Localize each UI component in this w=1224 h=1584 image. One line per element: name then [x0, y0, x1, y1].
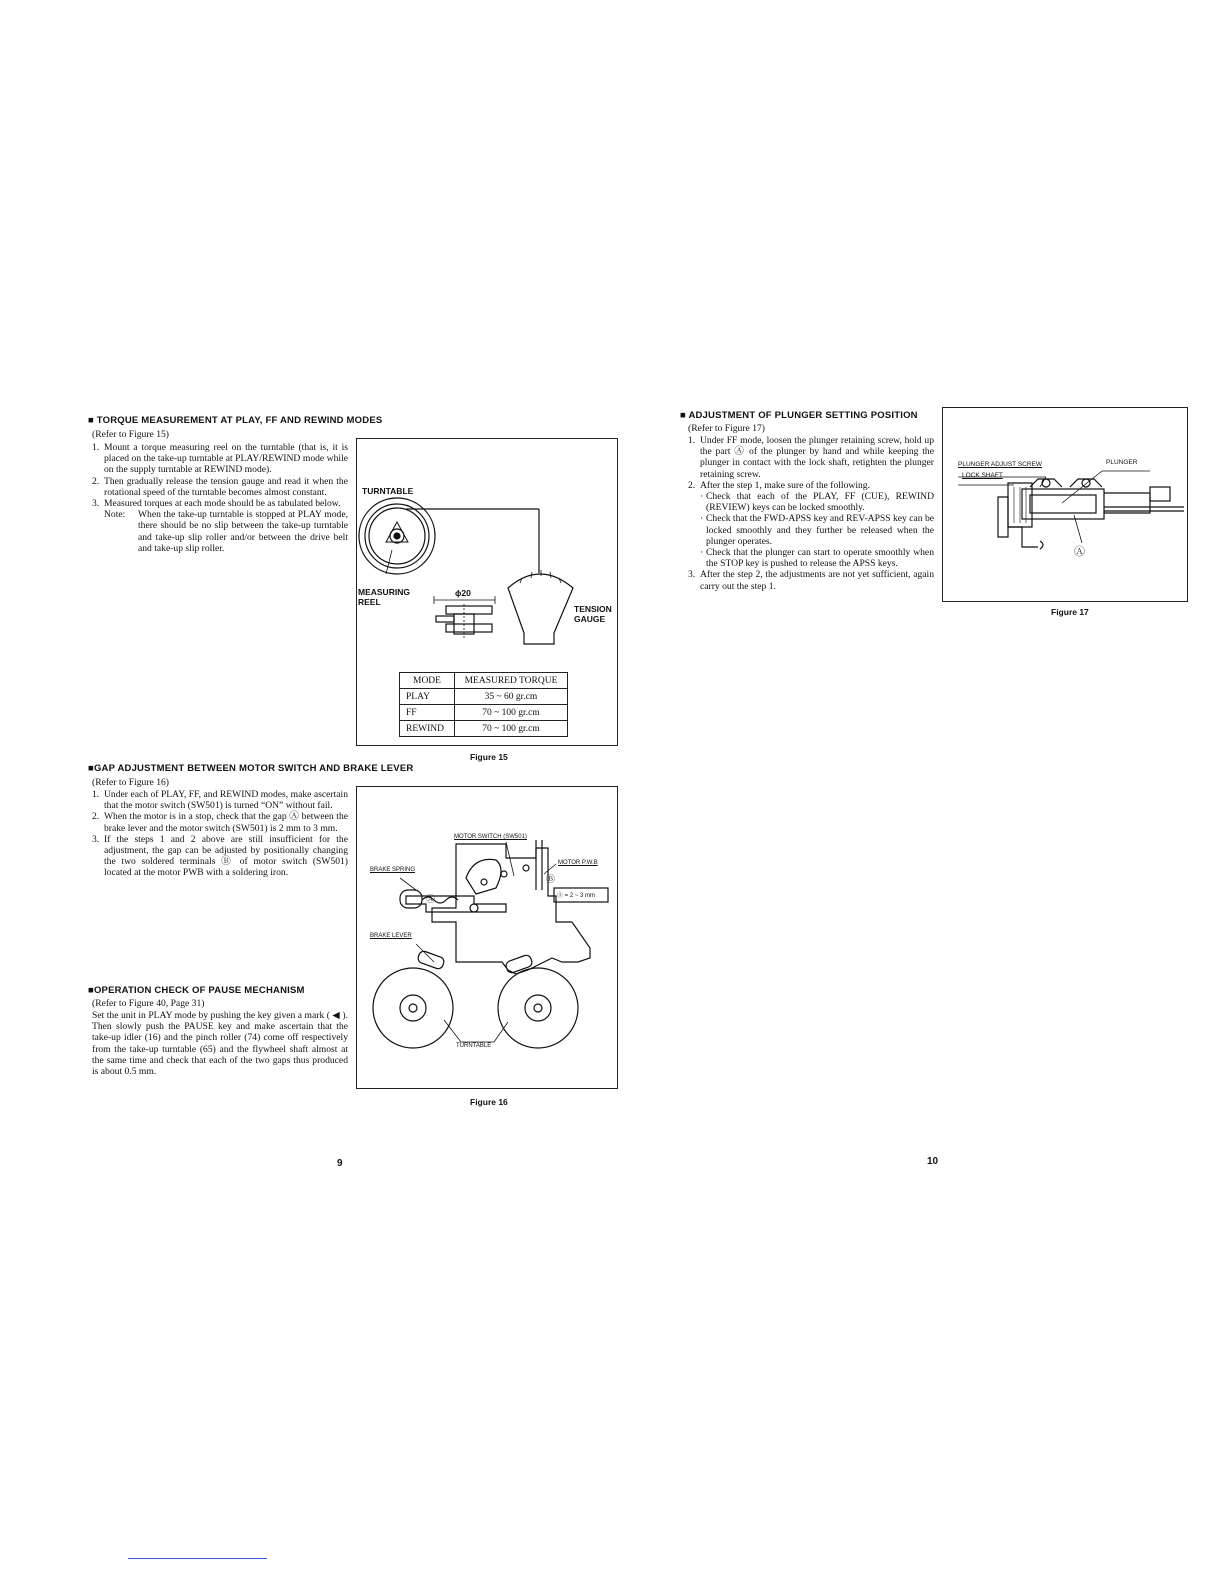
fig16-label-motor-pwb: MOTOR P.W.B	[558, 860, 598, 866]
torque-heading: ■ TORQUE MEASUREMENT AT PLAY, FF AND REWIND MODES	[88, 415, 383, 426]
fig16-label-brake-spring: BRAKE SPRING	[370, 867, 416, 873]
plunger-check-item: · Check that the plunger can start to operate smoothly when the STOP key is pushed to release the APSS keys.	[700, 547, 934, 570]
fig17-label-lock-shaft: LOCK SHAFT	[962, 472, 1003, 479]
pause-ref: (Refer to Figure 40, Page 31)	[92, 998, 205, 1009]
torque-steps	[92, 442, 348, 554]
fig17-label-plunger: PLUNGER	[1106, 459, 1138, 466]
plunger-ref: (Refer to Figure 17)	[688, 423, 765, 434]
torque-step: 2. Then gradually release the tension gauge and read it when the rotational speed of the turntable becomes almost constant.	[92, 475, 348, 498]
fig17-label-plunger-adjust-screw: PLUNGER ADJUST SCREW	[958, 461, 1043, 468]
torque-note: Note: When the take-up turntable is stopped at PLAY mode, there should be no slip between the take-up turntable and take-up slip roller and/or between the drive belt and take-up slip roller.	[104, 509, 348, 554]
fig15-label-measuring: MEASURING	[358, 587, 410, 597]
page-number-left: 9	[337, 1158, 343, 1169]
fig16-label-brake-lever: BRAKE LEVER	[370, 933, 412, 939]
gap-ref: (Refer to Figure 16)	[92, 777, 169, 788]
figure-16-caption: Figure 16	[470, 1097, 508, 1107]
table-cell: 70 ~ 100 gr.cm	[455, 705, 568, 721]
gap-step: 3. If the steps 1 and 2 above are still insufficient for the adjustment, the gap can be adjusted by positionally changing the two soldered terminals Ⓑ of motor switch (SW501) located at the motor PWB with a soldering iron.	[92, 833, 348, 879]
table-cell: FF	[400, 705, 455, 721]
figure-15-caption: Figure 15	[470, 752, 508, 762]
torque-step: 3. Measured torques at each mode should be as tabulated below.	[92, 498, 341, 510]
page-number-right: 10	[927, 1156, 939, 1167]
footnote-rule	[128, 1558, 267, 1559]
table-cell: 35 ~ 60 gr.cm	[455, 689, 568, 705]
pause-text: Set the unit in PLAY mode by pushing the key given a mark ( ◀ ). Then slowly push the PAUSE key and make ascertain that the take-up idler (16) and the pinch roller (74) come off respectively from the take-up turntable (65) and the flywheel shaft almost at the same time and check that each of the two gaps thus produced is about 0.5 mm.	[92, 1010, 348, 1078]
fig15-label-diameter: ϕ20	[455, 588, 471, 598]
square-bullet-icon: ■	[680, 410, 689, 421]
torque-step: 1. Mount a torque measuring reel on the turntable (that is, it is placed on the take-up turntable at PLAY/REWIND mode while on the supply turntable at REWIND mode).	[92, 442, 348, 476]
table-header: MODE	[400, 673, 455, 689]
plunger-heading: ■ ADJUSTMENT OF PLUNGER SETTING POSITION	[680, 410, 918, 421]
figure-17-caption: Figure 17	[1051, 607, 1089, 617]
fig15-label-gauge: GAUGE	[574, 614, 606, 624]
square-bullet-icon: ■	[88, 415, 97, 426]
table-row	[400, 689, 568, 705]
fig17-mark-a: Ⓐ	[1074, 546, 1085, 558]
gap-heading: ■GAP ADJUSTMENT BETWEEN MOTOR SWITCH AND BRAKE LEVER	[88, 763, 414, 774]
table-row	[400, 705, 568, 721]
fig15-label-turntable: TURNTABLE	[362, 486, 414, 496]
plunger-step: 1. Under FF mode, loosen the plunger retaining screw, hold up the part Ⓐ of the plunger by hand and while keeping the plunger in contact with the lock shaft, retighten the plunger retaining screw.	[688, 435, 934, 480]
fig15-label-reel: REEL	[358, 597, 381, 607]
table-row	[400, 721, 568, 737]
table-cell: REWIND	[400, 721, 455, 737]
fig16-mark-b: Ⓑ	[546, 874, 556, 884]
plunger-check-item: · Check that the FWD-APSS key and REV-APSS key can be locked smoothly and they further be released when the plunger operates.	[700, 513, 935, 547]
torque-table	[399, 672, 568, 737]
square-bullet-icon: ■	[88, 985, 94, 996]
table-header: MEASURED TORQUE	[455, 673, 568, 689]
fig16-label-gap-spec: Ⓐ = 2 ~ 3 mm	[557, 893, 596, 899]
plunger-step: 2. After the step 1, make sure of the following. · Check that each of the PLAY, FF (CUE), REWIND (REVIEW) keys can be locked smoothly. · Check that the FWD-APSS key and REV-APSS key can be locked smoothly and they further be released when the plunger operates. · Check that the plunger can start to operate smoothly when the STOP key is pushed to release the APSS keys.	[688, 479, 935, 570]
table-cell: PLAY	[400, 689, 455, 705]
pause-heading: ■OPERATION CHECK OF PAUSE MECHANISM	[88, 985, 305, 996]
table-cell: 70 ~ 100 gr.cm	[455, 721, 568, 737]
square-bullet-icon: ■	[88, 763, 94, 774]
plunger-steps	[688, 435, 934, 592]
plunger-step: 3. After the step 2, the adjustments are not yet sufficient, again carry out the step 1.	[688, 569, 934, 592]
gap-step: 2. When the motor is in a stop, check that the gap Ⓐ between the brake lever and the motor switch (SW501) is 2 mm to 3 mm.	[92, 811, 348, 834]
table-header-row	[400, 673, 568, 689]
plunger-check-item: · Check that each of the PLAY, FF (CUE), REWIND (REVIEW) keys can be locked smoothly.	[700, 491, 934, 514]
gap-step: 1. Under each of PLAY, FF, and REWIND modes, make ascertain that the motor switch (SW501) is turned “ON” without fail.	[92, 789, 348, 812]
figure-17-drawing	[942, 407, 1188, 602]
fig15-label-tension: TENSION	[574, 604, 612, 614]
fig16-mark-a: Ⓐ	[426, 894, 436, 904]
gap-steps	[92, 789, 348, 879]
torque-ref: (Refer to Figure 15)	[92, 429, 169, 440]
fig16-label-turntable: TURNTABLE	[456, 1043, 492, 1049]
fig16-label-motor-switch: MOTOR SWITCH (SW501)	[454, 834, 527, 840]
